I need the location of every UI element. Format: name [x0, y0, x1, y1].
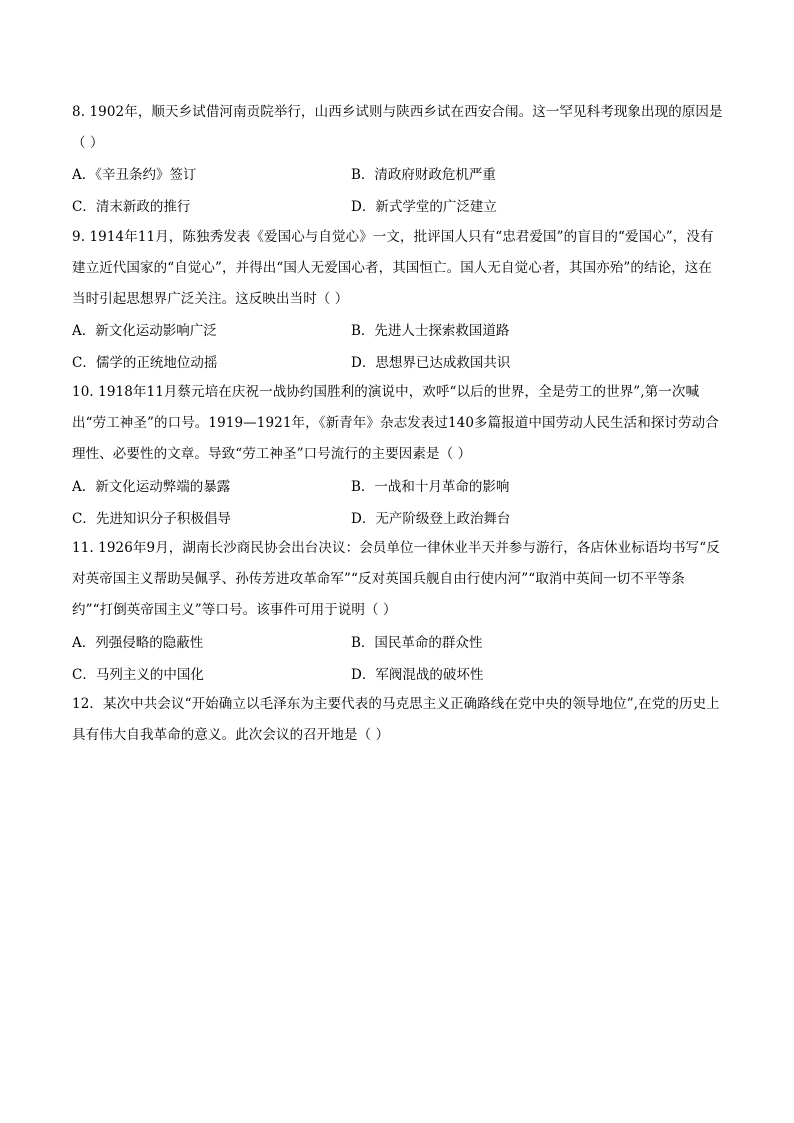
question-11-option-a: A．列强侵略的隐蔽性: [72, 635, 204, 651]
question-11-stem: 11. 1926年9月，湖南长沙商民协会出台决议：会员单位一律休业半天并参与游行，各店休业标语均书写“反对英帝国主义帮助吴佩孚、孙传芳进攻革命军”“反对英国兵舰自由行使内河”“取消中英间一切不平等条约”“打倒英帝国主义”等口号。该事件可用于说明（ ）: [72, 540, 720, 618]
question-10-option-c: C．先进知识分子积极倡导: [72, 511, 231, 527]
question-11-option-b: B．国民革命的群众性: [351, 635, 483, 651]
question-11-option-c: C．马列主义的中国化: [72, 667, 204, 683]
question-8-option-d: D．新式学堂的广泛建立: [351, 199, 497, 215]
question-11-option-d: D．军阀混战的破坏性: [351, 667, 484, 683]
question-10-option-d: D．无产阶级登上政治舞台: [351, 511, 511, 527]
question-12-stem: 12．某次中共会议“开始确立以毛泽东为主要代表的马克思主义正确路线在党中央的领导地位”,在党的历史上具有伟大自我革命的意义。此次会议的召开地是（ ）: [72, 696, 720, 743]
question-9-stem: 9. 1914年11月，陈独秀发表《爱国心与自觉心》一文，批评国人只有“忠君爱国”的盲目的“爱国心”，没有建立近代国家的“自觉心”，并得出“国人无爱国心者，其国恒亡。国人无自觉心者，其国亦殆”的结论，这在当时引起思想界广泛关注。这反映出当时（ ）: [72, 229, 714, 307]
question-8-option-a: A．《辛丑条约》签订: [72, 167, 197, 183]
question-8-stem: 8. 1902年，顺天乡试借河南贡院举行，山西乡试则与陕西乡试在西安合闱。这一罕见科考现象出现的原因是（ ）: [72, 104, 723, 151]
question-10-option-a: A．新文化运动弊端的暴露: [72, 479, 231, 495]
question-8-option-b: B．清政府财政危机严重: [351, 167, 496, 183]
question-10-option-b: B．一战和十月革命的影响: [351, 479, 510, 495]
question-9-option-d: D．思想界已达成救国共识: [351, 355, 511, 371]
question-10-stem: 10. 1918年11月蔡元培在庆祝一战协约国胜利的演说中，欢呼“以后的世界，全是劳工的世界”,第一次喊出“劳工神圣”的口号。1919—1921年，《新青年》杂志发表过140多篇报道中国劳动人民生活和探讨劳动合理性、必要性的文章。导致“劳工神圣”口号流行的主要因素是（ ）: [72, 384, 719, 462]
question-9-option-a: A．新文化运动影响广泛: [72, 323, 217, 339]
question-8-option-c: C．清末新政的推行: [72, 199, 191, 215]
question-9-option-c: C．儒学的正统地位动摇: [72, 355, 218, 371]
question-9-option-b: B．先进人士探索救国道路: [351, 323, 510, 339]
